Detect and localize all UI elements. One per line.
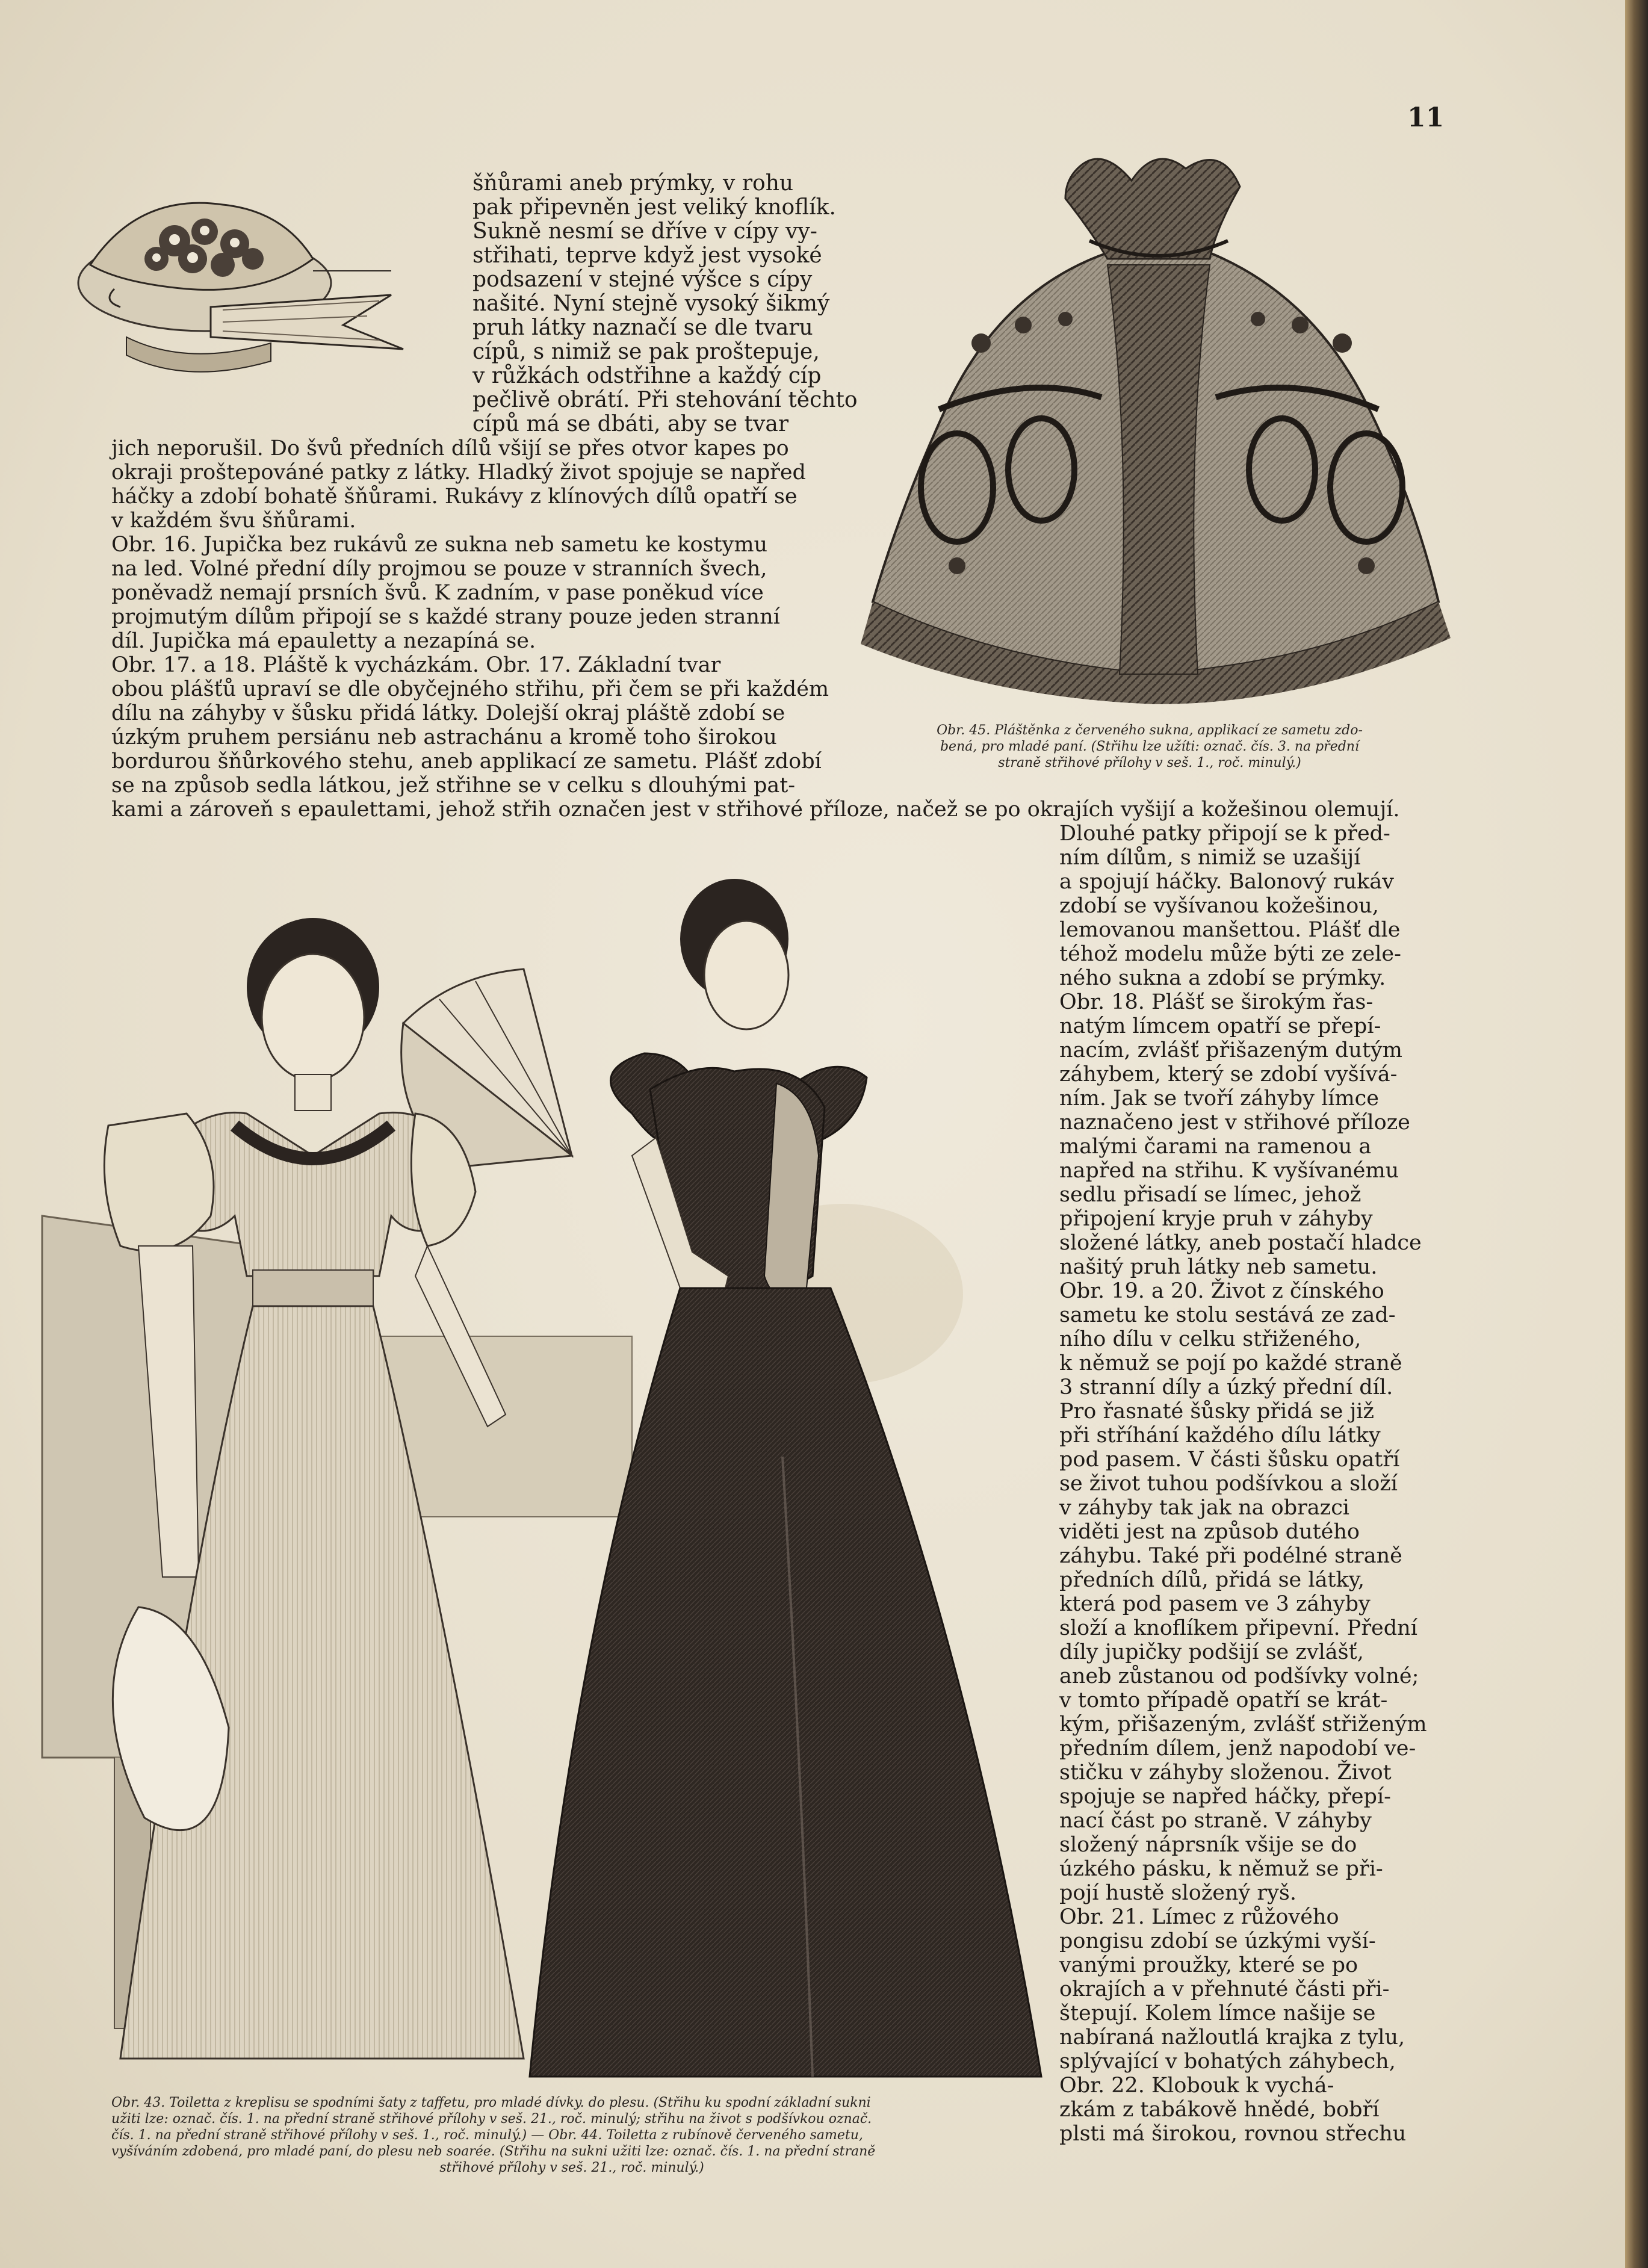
- text-line: okraji proštepováné patky z látky. Hladký život spojuje se napřed: [111, 460, 806, 485]
- caption-line: vyšíváním zdobená, pro mladé paní, do plesu neb soarée. (Střihu na sukni užiti lze: označ. čís. 1. na přední straně: [111, 2144, 876, 2159]
- caption-line: straně střihové přílohy v seš. 1., roč. minulý.): [998, 755, 1301, 770]
- text-line: sametu ke stolu sestává ze zad-: [1059, 1303, 1396, 1327]
- text-line: projmutým dílům připojí se s každé strany pouze jeden stranní: [111, 605, 780, 629]
- hat-illustration: [54, 169, 427, 409]
- text-line: ním dílům, s nimiž se uzašijí: [1059, 846, 1361, 870]
- text-line: Obr. 22. Klobouk k vychá-: [1059, 2074, 1334, 2098]
- text-line: Obr. 19. a 20. Život z čínského: [1059, 1279, 1384, 1303]
- text-line: šňůrami aneb prýmky, v rohu: [472, 171, 794, 196]
- text-line: naznačeno jest v střihové příloze: [1059, 1111, 1410, 1135]
- text-line: Obr. 18. Plášť se širokým řas-: [1059, 990, 1374, 1014]
- text-line: pruh látky naznačí se dle tvaru: [472, 315, 813, 340]
- text-line: bordurou šňůrkového stehu, aneb applikací ze sametu. Plášť zdobí: [111, 749, 822, 773]
- text-line: splývající v bohatých záhybech,: [1059, 2050, 1396, 2074]
- text-line: složené látky, aneb postačí hladce: [1059, 1231, 1422, 1255]
- text-line: úzkým pruhem persiánu neb astrachánu a kromě toho širokou: [111, 725, 777, 749]
- text-line: Dlouhé patky připojí se k před-: [1059, 822, 1390, 846]
- text-line: úzkého pásku, k němuž se při-: [1059, 1857, 1383, 1881]
- text-line: ním. Jak se tvoří záhyby límce: [1059, 1086, 1379, 1111]
- text-line: štepují. Kolem límce našije se: [1059, 2001, 1376, 2025]
- text-line: k němuž se pojí po každé straně: [1059, 1351, 1402, 1375]
- text-line: ního dílu v celku střiženého,: [1059, 1327, 1361, 1351]
- text-line: nací část po straně. V záhyby: [1059, 1809, 1372, 1833]
- text-line: Obr. 21. Límec z růžového: [1059, 1905, 1339, 1929]
- text-line: pak připevněn jest veliký knoflík.: [472, 195, 836, 220]
- text-line: předním dílem, jenž napodobí ve-: [1059, 1737, 1416, 1761]
- caption-line: Obr. 45. Pláštěnka z červeného sukna, applikací ze sametu zdo-: [937, 723, 1363, 738]
- text-line: viděti jest na způsob dutého: [1059, 1520, 1360, 1544]
- text-line: cípů má se dbáti, aby se tvar: [472, 412, 789, 436]
- text-line: zkám z tabákově hnědé, bobří: [1059, 2098, 1380, 2122]
- text-line: Sukně nesmí se dříve v cípy vy-: [472, 219, 817, 244]
- caption-fig45: [885, 722, 1414, 771]
- text-column-top-left: [472, 171, 858, 436]
- text-line: lemovanou manšettou. Plášť dle: [1059, 918, 1401, 942]
- text-line: napřed na střihu. K vyšívanému: [1059, 1159, 1399, 1183]
- text-line: nacím, zvlášť přišazeným dutým: [1059, 1038, 1402, 1062]
- text-line: pongisu zdobí se úzkými vyší-: [1059, 1929, 1376, 1953]
- text-line: podsazení v stejné výšce s cípy: [472, 267, 813, 292]
- text-line: složený náprsník všije se do: [1059, 1833, 1357, 1857]
- text-line: plsti má širokou, rovnou střechu: [1059, 2122, 1407, 2146]
- text-line: sedlu přisadí se límec, jehož: [1059, 1183, 1361, 1207]
- page-number: 11: [1407, 102, 1445, 133]
- text-full-width-line: [111, 798, 1520, 822]
- text-line: dílu na záhyby v šůsku přidá látky. Dolejší okraj pláště zdobí se: [111, 701, 785, 725]
- text-line: v růžkách odstřihne a každý cíp: [472, 364, 822, 388]
- text-line: malými čarami na ramenou a: [1059, 1135, 1372, 1159]
- text-line: našité. Nyní stejně vysoký šikmý: [472, 291, 830, 316]
- text-column-right: [1059, 822, 1445, 2146]
- text-line: ného sukna a zdobí se prýmky.: [1059, 966, 1386, 990]
- caption-line: čís. 1. na přední straně střihové přílohy v seš. 1., roč. minulý.) — Obr. 44. Toiletta z rubínově červeného sametu,: [111, 2128, 863, 2143]
- text-line: kým, přišazeným, zvlášť střiženým: [1059, 1712, 1427, 1737]
- text-line: při stříhání každého dílu látky: [1059, 1424, 1381, 1448]
- text-line: kami a zároveň s epaulettami, jehož střih označen jest v střihové příloze, načež se po okrajích vyšijí a kožešinou olemují.: [111, 798, 1400, 822]
- ball-gowns-illustration: [30, 855, 1053, 2089]
- text-line: vanými proužky, které se po: [1059, 1953, 1358, 1977]
- text-line: spojuje se napřed háčky, přepí-: [1059, 1785, 1391, 1809]
- text-line: nabíraná nažloutlá krajka z tylu,: [1059, 2025, 1405, 2050]
- text-line: háčky a zdobí bohatě šňůrami. Rukávy z klínových dílů opatří se: [111, 485, 798, 509]
- text-line: složí a knoflíkem připevní. Přední: [1059, 1616, 1417, 1640]
- caption-line: Obr. 43. Toiletta z kreplisu se spodními šaty z taffetu, pro mladé dívky. do plesu. (Střihu ku spodní základní sukni: [111, 2095, 871, 2110]
- text-line: se na způsob sedla látkou, jež střihne se v celku s dlouhými pat-: [111, 773, 796, 798]
- caption-line: bená, pro mladé paní. (Střihu lze užíti: označ. čís. 3. na přední: [940, 739, 1360, 754]
- text-line: pod pasem. V části šůsku opatří: [1059, 1448, 1400, 1472]
- text-line: Obr. 17. a 18. Pláště k vycházkám. Obr. 17. Základní tvar: [111, 653, 721, 677]
- caption-line: užiti lze: označ. čís. 1. na přední straně střihové přílohy v seš. 21., roč. minulý; střihu na život s podšívkou označ.: [111, 2112, 872, 2127]
- text-column-main: [111, 436, 840, 798]
- text-line: pojí hustě složený ryš.: [1059, 1881, 1297, 1905]
- text-line: okrajích a v přehnuté části při-: [1059, 1977, 1390, 2001]
- text-line: na led. Volné přední díly projmou se pouze v stranních švech,: [111, 557, 767, 581]
- text-line: záhybem, který se zdobí vyšívá-: [1059, 1062, 1398, 1086]
- text-line: se život tuhou podšívkou a složí: [1059, 1472, 1398, 1496]
- text-line: v tomto případě opatří se krát-: [1059, 1688, 1388, 1712]
- text-line: poněvadž nemají prsních švů. K zadním, v pase poněkud více: [111, 581, 764, 605]
- text-line: střihati, teprve když jest vysoké: [472, 243, 822, 268]
- text-line: jich neporušil. Do švů předních dílů všijí se přes otvor kapes po: [111, 436, 789, 460]
- text-line: připojení kryje pruh v záhyby: [1059, 1207, 1373, 1231]
- book-spine-edge: [1625, 0, 1648, 2268]
- text-line: která pod pasem ve 3 záhyby: [1059, 1592, 1371, 1616]
- text-line: předních dílů, přidá se látky,: [1059, 1568, 1365, 1592]
- text-line: záhybu. Také při podélné straně: [1059, 1544, 1402, 1568]
- text-line: 3 stranní díly a úzký přední díl.: [1059, 1375, 1393, 1399]
- text-line: zdobí se vyšívanou kožešinou,: [1059, 894, 1379, 918]
- caption-fig43-44: [111, 2095, 1032, 2176]
- cape-illustration: [849, 144, 1463, 710]
- text-line: cípů, s nimiž se pak proštepuje,: [472, 339, 820, 364]
- text-line: našitý pruh látky neb sametu.: [1059, 1255, 1378, 1279]
- text-line: pečlivě obrátí. Při stehování těchto: [472, 388, 858, 412]
- text-line: Pro řasnaté šůsky přidá se již: [1059, 1399, 1374, 1424]
- text-line: obou plášťů upraví se dle obyčejného střihu, při čem se při každém: [111, 677, 829, 701]
- text-line: díl. Jupička má epauletty a nezapíná se.: [111, 629, 536, 653]
- text-line: natým límcem opatří se přepí-: [1059, 1014, 1381, 1038]
- text-line: téhož modelu může býti ze zele-: [1059, 942, 1401, 966]
- text-line: aneb zůstanou od podšívky volné;: [1059, 1664, 1419, 1688]
- text-line: stičku v záhyby složenou. Život: [1059, 1761, 1392, 1785]
- text-line: v každém švu šňůrami.: [111, 509, 356, 533]
- text-line: Obr. 16. Jupička bez rukávů ze sukna neb sametu ke kostymu: [111, 533, 768, 557]
- caption-line: střihové přílohy v seš. 21., roč. minulý.): [439, 2160, 704, 2175]
- text-line: díly jupičky podšijí se zvlášť,: [1059, 1640, 1364, 1664]
- text-line: a spojují háčky. Balonový rukáv: [1059, 870, 1394, 894]
- text-line: v záhyby tak jak na obrazci: [1059, 1496, 1349, 1520]
